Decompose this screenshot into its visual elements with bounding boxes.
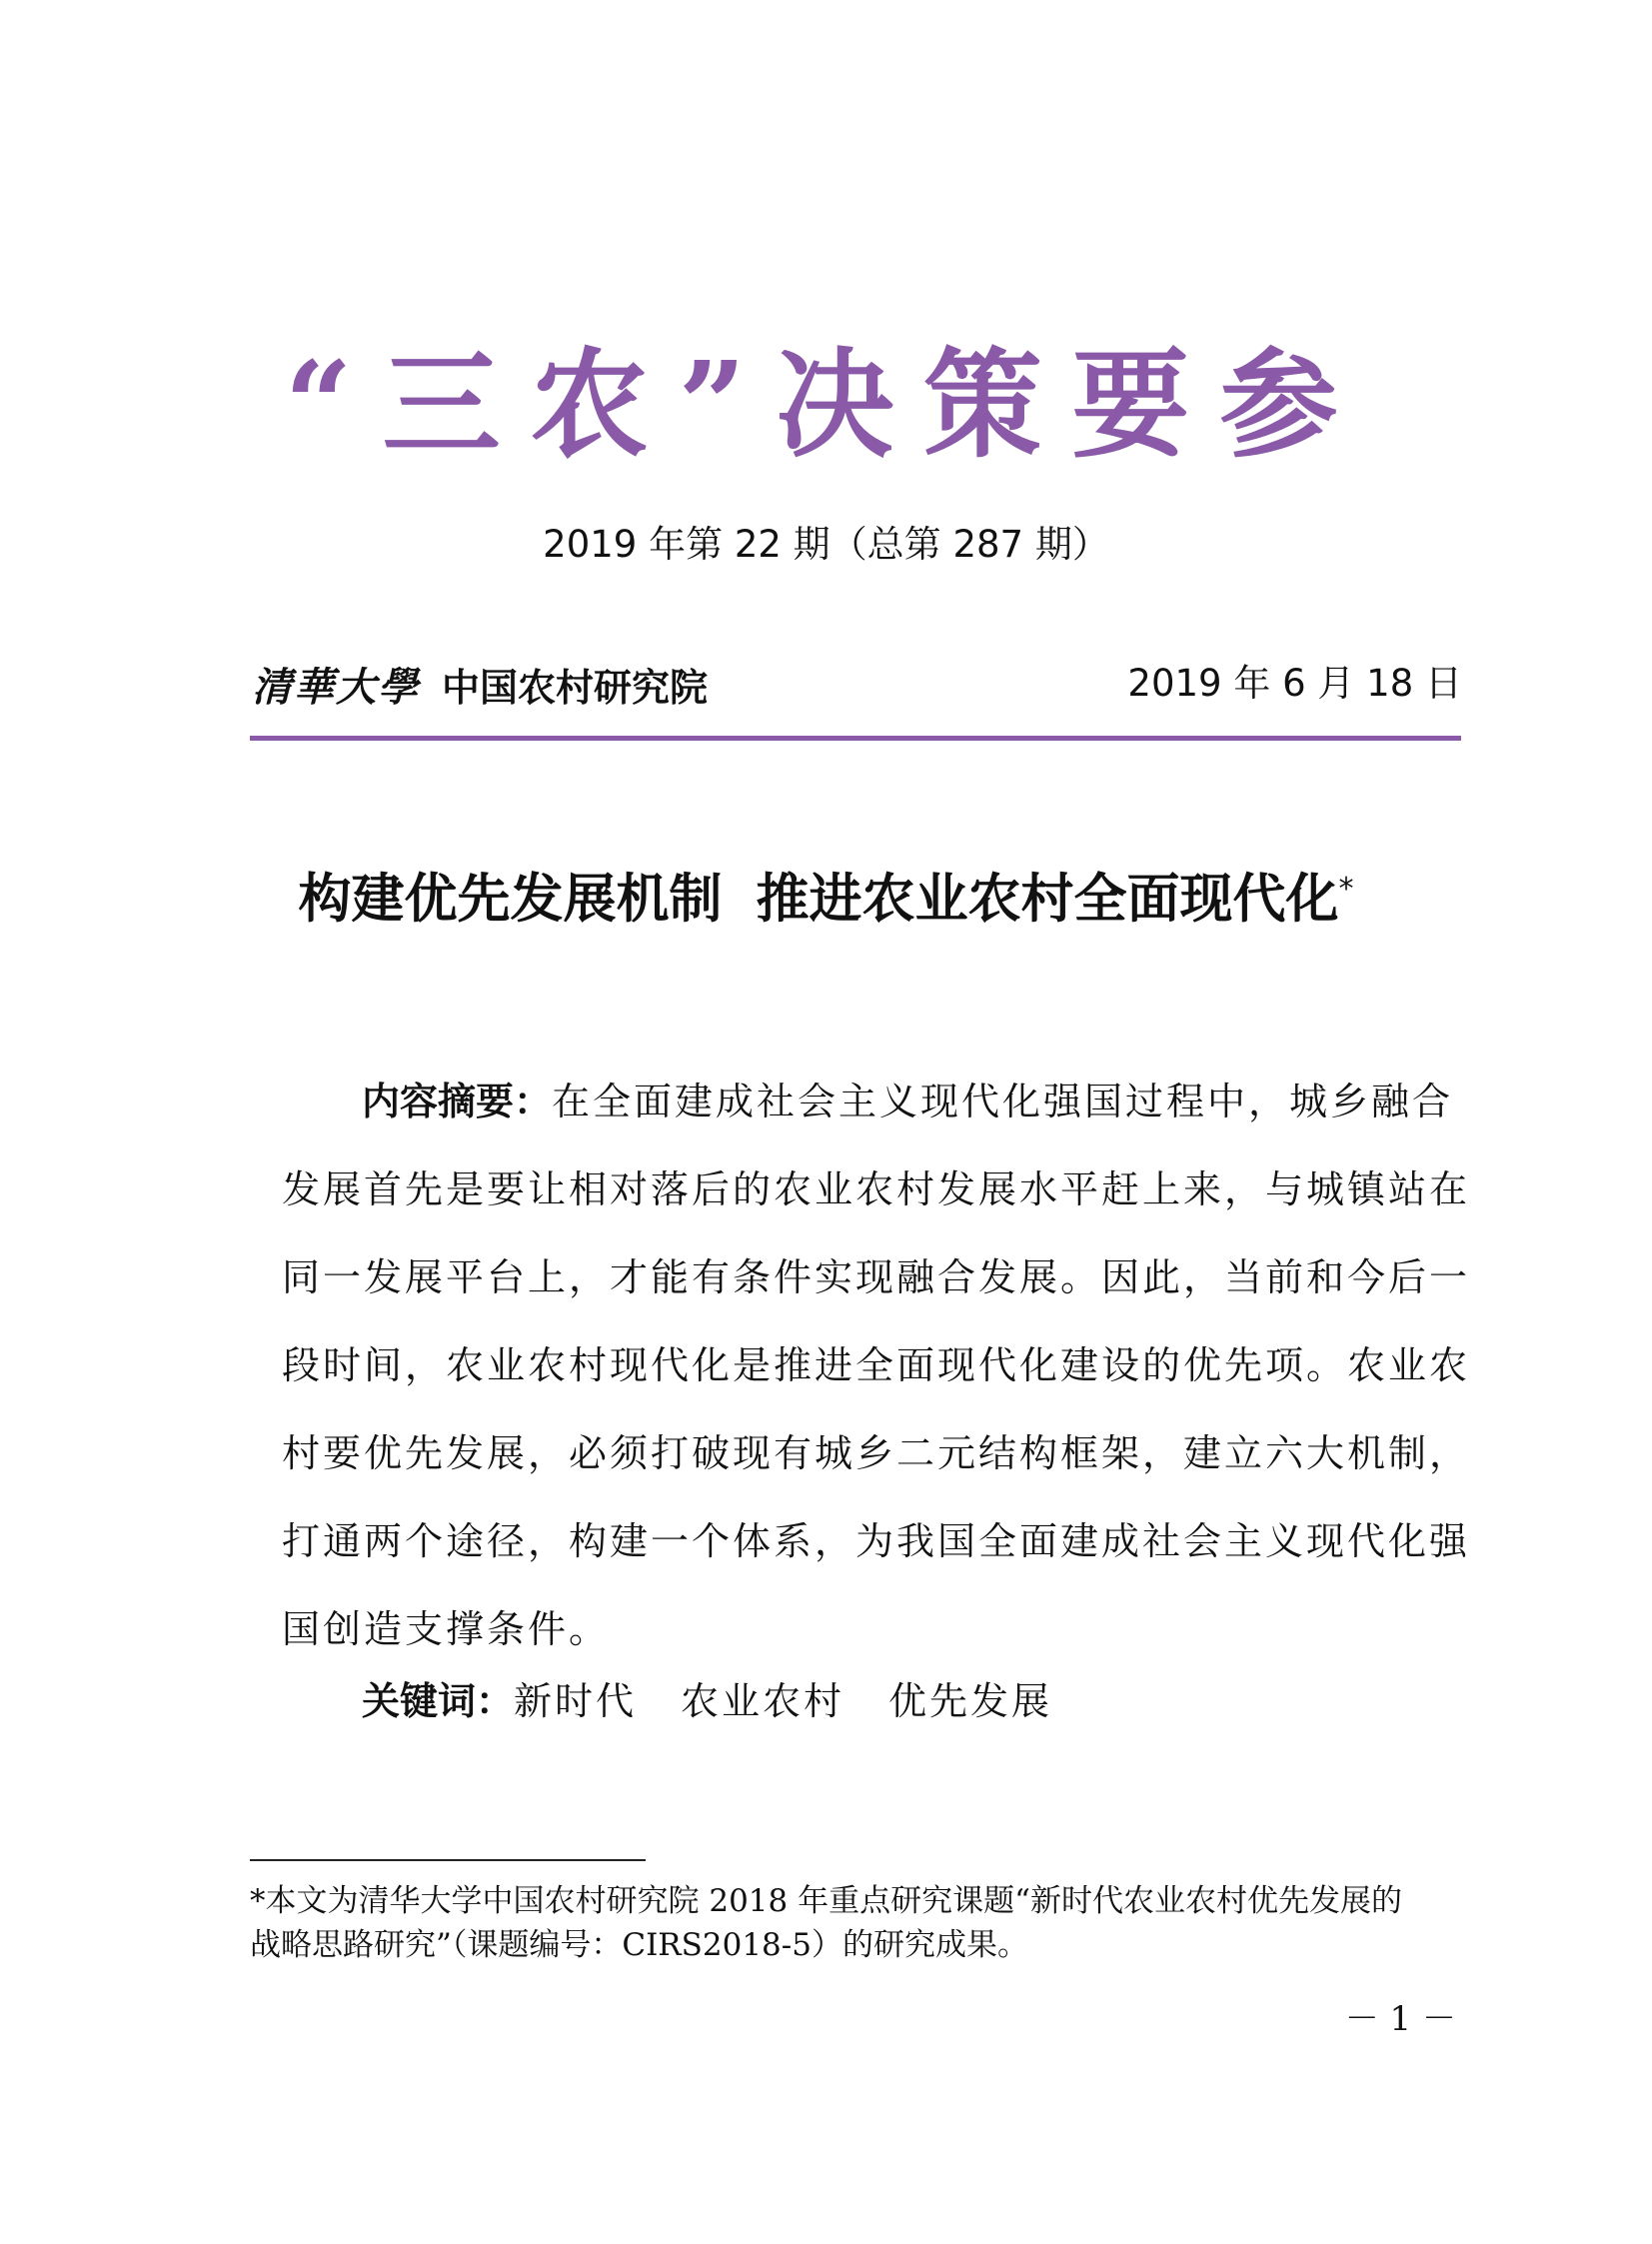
keywords bbox=[362, 1673, 1052, 1729]
footnote-line-2: 战略思路研究”（课题编号：CIRS2018-5）的研究成果。 bbox=[250, 1927, 1028, 1963]
footnote bbox=[250, 1879, 1469, 1967]
publisher-block bbox=[252, 656, 708, 712]
abstract-line-2: 发展首先是要让相对落后的农业农村发展水平赶上来，与城镇站在 bbox=[282, 1167, 1471, 1211]
abstract-text-1: 在全面建成社会主义现代化强国过程中，城乡融合 bbox=[552, 1080, 1454, 1123]
keyword-item: 农业农村 bbox=[681, 1679, 845, 1723]
header-divider bbox=[250, 736, 1461, 741]
article-title-part2: 推进农业农村全面现代化 bbox=[756, 869, 1339, 930]
abstract bbox=[282, 1058, 1471, 1673]
footnote-divider bbox=[250, 1859, 646, 1861]
journal-masthead: “三农”决策要参 bbox=[284, 335, 1368, 474]
abstract-line-7: 国创造支撑条件。 bbox=[282, 1607, 611, 1651]
title-footnote-marker: * bbox=[1338, 872, 1354, 907]
article-title bbox=[0, 862, 1652, 938]
abstract-line-4: 段时间，农业农村现代化是推进全面现代化建设的优先项。农业农 bbox=[282, 1343, 1471, 1387]
abstract-line-6: 打通两个途径，构建一个体系，为我国全面建成社会主义现代化强 bbox=[282, 1519, 1471, 1563]
footnote-line-1: *本文为清华大学中国农村研究院 2018 年重点研究课题“新时代农业农村优先发展的 bbox=[250, 1883, 1402, 1919]
article-title-part1: 构建优先发展机制 bbox=[298, 869, 723, 930]
abstract-line-5: 村要优先发展，必须打破现有城乡二元结构框架，建立六大机制， bbox=[282, 1431, 1471, 1475]
university-logo: 清華大學 bbox=[252, 663, 420, 711]
abstract-label: 内容摘要： bbox=[362, 1080, 553, 1123]
abstract-line-3: 同一发展平台上，才能有条件实现融合发展。因此，当前和今后一 bbox=[282, 1255, 1471, 1299]
issue-number: 2019 年第 22 期（总第 287 期） bbox=[543, 523, 1109, 566]
page-number: － 1 － bbox=[1344, 1999, 1456, 2039]
keyword-item: 优先发展 bbox=[888, 1679, 1053, 1723]
abstract-line-1 bbox=[282, 1058, 1454, 1145]
keywords-label: 关键词： bbox=[362, 1679, 515, 1723]
publication-date: 2019 年 6 月 18 日 bbox=[1127, 662, 1462, 705]
institute-name: 中国农村研究院 bbox=[442, 665, 709, 710]
keyword-item: 新时代 bbox=[514, 1679, 638, 1723]
